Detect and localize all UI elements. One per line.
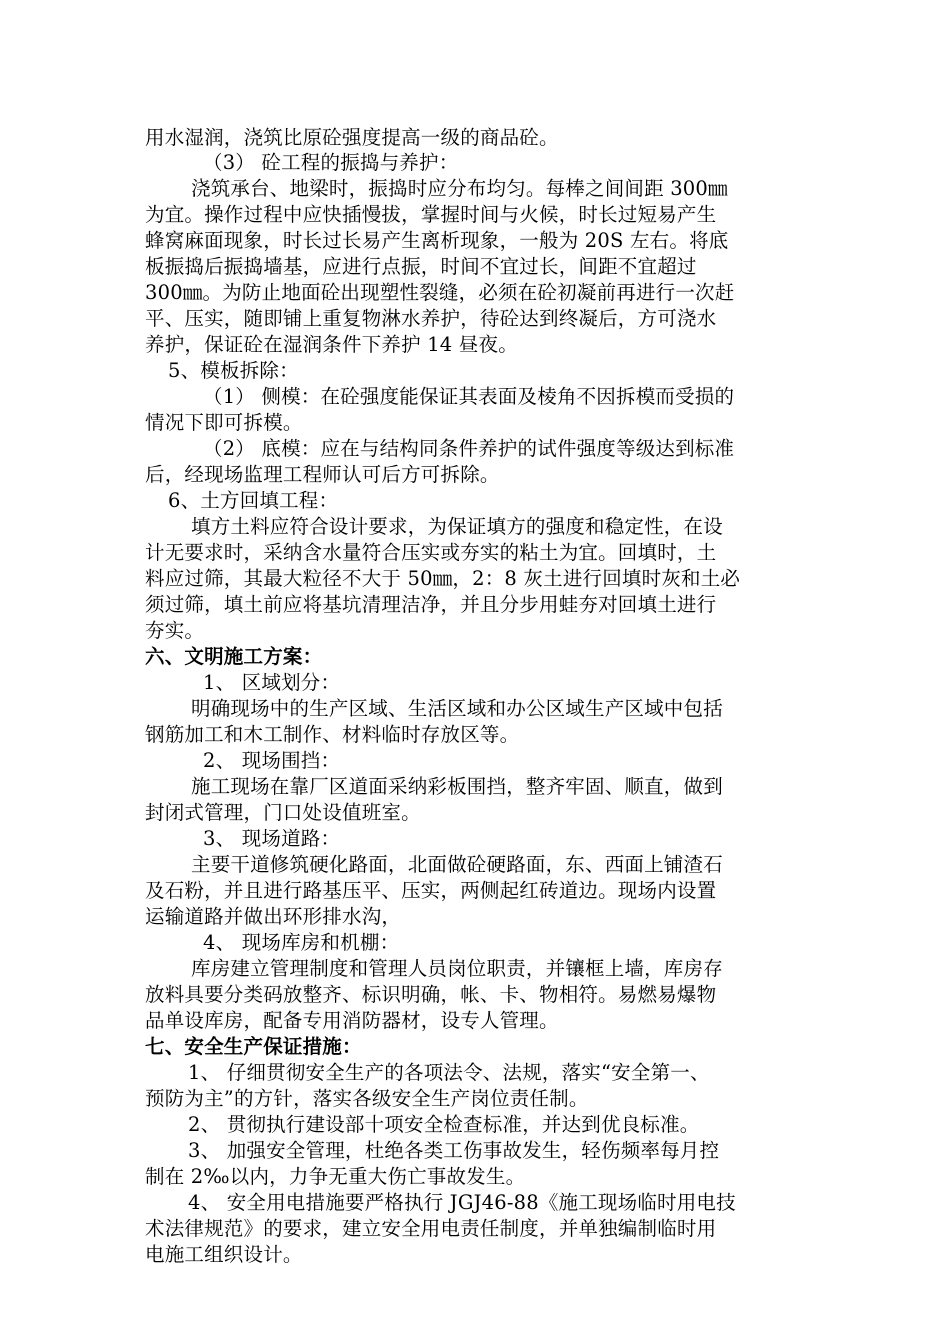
text-line: 计无要求时，采纳含水量符合压实或夯实的粘土为宜。回填时，土 bbox=[145, 541, 717, 564]
text-line: 主要干道修筑硬化路面，北面做砼硬路面，东、西面上铺渣石 bbox=[191, 853, 723, 876]
text-line: 预防为主”的方针，落实各级安全生产岗位责任制。 bbox=[145, 1087, 589, 1110]
text-line: 施工现场在靠厂区道面采纳彩板围挡，整齐牢固、顺直，做到 bbox=[191, 775, 723, 798]
list-item: 1、 仔细贯彻安全生产的各项法令、法规，落实“安全第一、 bbox=[188, 1061, 710, 1084]
text-line: 运输道路并做出环形排水沟， bbox=[145, 905, 402, 928]
text-line: 料应过筛，其最大粒径不大于 50㎜，2：8 灰土进行回填时灰和土必 bbox=[145, 567, 741, 590]
list-item: 3、 加强安全管理，杜绝各类工伤事故发生，轻伤频率每月控 bbox=[188, 1139, 720, 1162]
section-heading: 6、土方回填工程： bbox=[168, 489, 339, 512]
text-line: 夯实。 bbox=[145, 619, 205, 642]
chapter-heading: 七、安全生产保证措施： bbox=[145, 1035, 362, 1058]
subsection-heading: 4、 现场库房和机棚： bbox=[203, 931, 400, 954]
list-item: 4、 安全用电措施要严格执行 JGJ46-88《施工现场临时用电技 bbox=[188, 1191, 736, 1214]
text-line: 明确现场中的生产区域、生活区域和办公区域生产区域中包括 bbox=[191, 697, 723, 720]
text-line: 后，经现场监理工程师认可后方可拆除。 bbox=[145, 463, 500, 486]
chapter-heading: 六、文明施工方案： bbox=[145, 645, 323, 668]
text-line: 为宜。操作过程中应快插慢拔，掌握时间与火候，时长过短易产生 bbox=[145, 203, 717, 226]
subsection-heading: （3） 砼工程的振捣与养护： bbox=[203, 151, 459, 174]
text-line: 平、压实，随即铺上重复物淋水养护，待砼达到终凝后，方可浇水 bbox=[145, 307, 717, 330]
text-line: 术法律规范》的要求，建立安全用电责任制度，并单独编制临时用 bbox=[145, 1217, 717, 1240]
text-line: 电施工组织设计。 bbox=[145, 1243, 303, 1266]
text-line: （1） 侧模：在砼强度能保证其表面及棱角不因拆模而受损的 bbox=[203, 385, 735, 408]
text-line: 制在 2‰以内，力争无重大伤亡事故发生。 bbox=[145, 1165, 526, 1188]
section-heading: 5、模板拆除： bbox=[168, 359, 299, 382]
text-line: 蜂窝麻面现象，时长过长易产生离析现象，一般为 20S 左右。将底 bbox=[145, 229, 729, 252]
text-line: 品单设库房，配备专用消防器材，设专人管理。 bbox=[145, 1009, 559, 1032]
text-line: 300㎜。为防止地面砼出现塑性裂缝，必须在砼初凝前再进行一次赶 bbox=[145, 281, 735, 304]
text-line: 填方土料应符合设计要求，为保证填方的强度和稳定性，在设 bbox=[191, 515, 723, 538]
text-line: （2） 底模：应在与结构同条件养护的试件强度等级达到标准 bbox=[203, 437, 735, 460]
text-line: 放料具要分类码放整齐、标识明确，帐、卡、物相符。易燃易爆物 bbox=[145, 983, 717, 1006]
text-line: 用水湿润，浇筑比原砼强度提高一级的商品砼。 bbox=[145, 126, 559, 149]
text-line: 浇筑承台、地梁时，振捣时应分布均匀。每棒之间间距 300㎜ bbox=[191, 177, 728, 200]
subsection-heading: 2、 现场围挡： bbox=[203, 749, 341, 772]
text-line: 封闭式管理，门口处设值班室。 bbox=[145, 801, 421, 824]
subsection-heading: 3、 现场道路： bbox=[203, 827, 341, 850]
text-line: 养护，保证砼在湿润条件下养护 14 昼夜。 bbox=[145, 333, 518, 356]
text-line: 板振捣后振捣墙基，应进行点振，时间不宜过长，间距不宜超过 bbox=[145, 255, 697, 278]
text-line: 及石粉，并且进行路基压平、压实，两侧起红砖道边。现场内设置 bbox=[145, 879, 717, 902]
text-line: 库房建立管理制度和管理人员岗位职责，并镶框上墙，库房存 bbox=[191, 957, 723, 980]
text-line: 钢筋加工和木工制作、材料临时存放区等。 bbox=[145, 723, 520, 746]
subsection-heading: 1、 区域划分： bbox=[203, 671, 341, 694]
text-line: 须过筛，填土前应将基坑清理洁净，并且分步用蛙夯对回填土进行 bbox=[145, 593, 717, 616]
list-item: 2、 贯彻执行建设部十项安全检查标准，并达到优良标准。 bbox=[188, 1113, 700, 1136]
text-line: 情况下即可拆模。 bbox=[145, 411, 303, 434]
